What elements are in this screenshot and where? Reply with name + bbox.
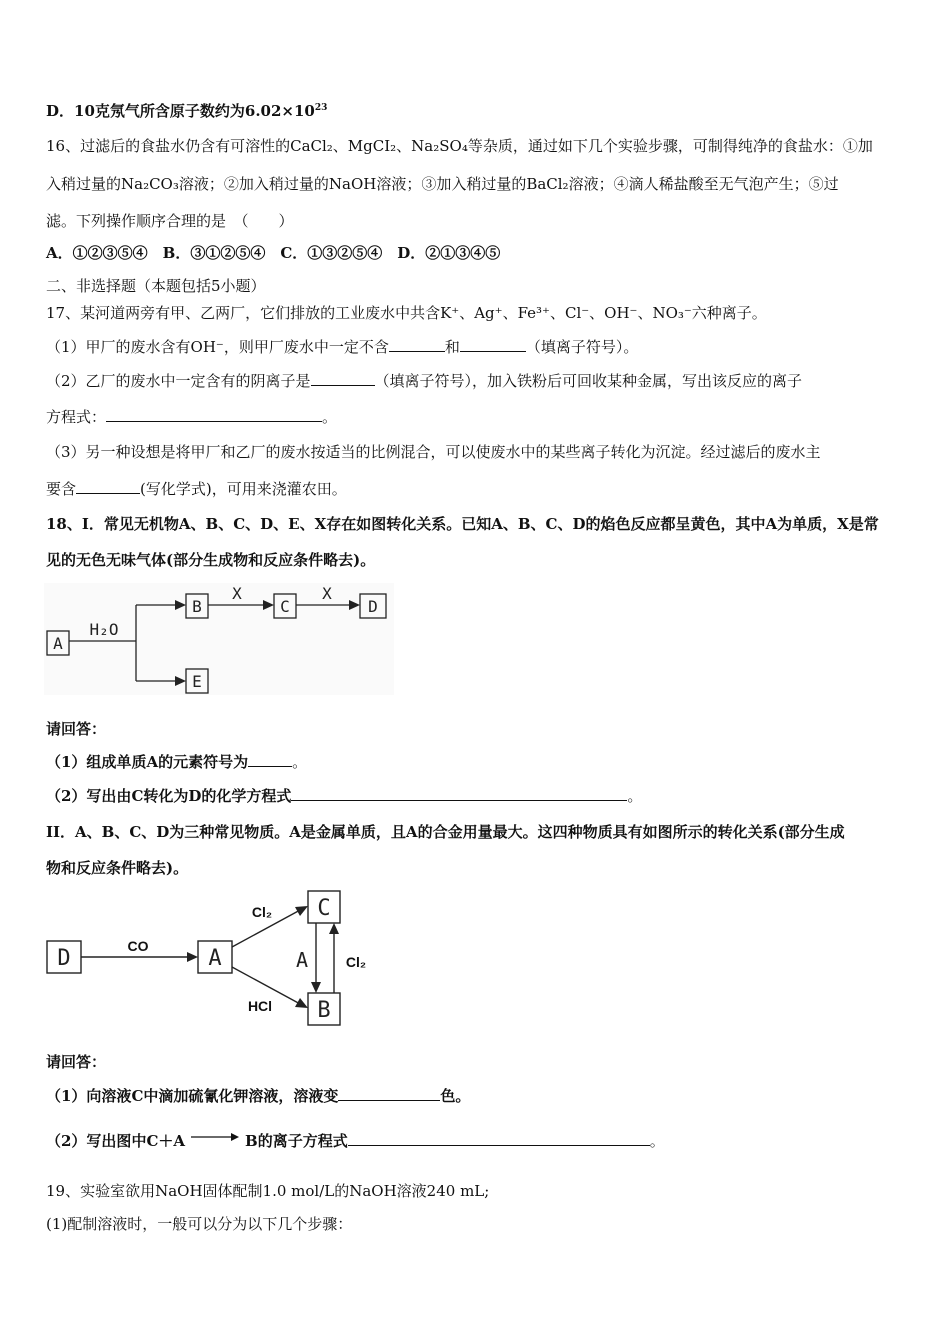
q17-equation-period: 。 — [322, 408, 338, 426]
diagram2-label-a: A — [208, 946, 222, 971]
q19-step-1: (1)配制溶液时，一般可以分为以下几个步骤： — [46, 1215, 353, 1233]
reaction-arrow-icon — [189, 1131, 241, 1147]
answer-blank[interactable] — [338, 1086, 440, 1101]
diagram2-label-c: C — [317, 896, 331, 921]
q15-option-d-label: D． — [46, 102, 75, 120]
q15-option-d-text: 10克氖气所含原子数约为6.02×10 — [74, 102, 315, 120]
q16-line-3: 滤。下列操作顺序合理的是 （ ） — [46, 212, 294, 230]
q17-intro: 17、某河道两旁有甲、乙两厂，它们排放的工业废水中共含K⁺、Ag⁺、Fe³⁺、Cl⁻、OH⁻、NO₃⁻六种离子。 — [46, 304, 767, 322]
q18-part-2-line-2: 物和反应条件略去)。 — [46, 859, 189, 877]
conversion-diagram-2 — [44, 885, 384, 1033]
diagram2-label-a-mid: A — [295, 948, 309, 972]
diagram2-label-co: CO — [127, 938, 149, 954]
q18-part-2-line-1: II．A、B、C、D为三种常见物质。A是金属单质，且A的合金用量最大。这四种物质具有如图所示的转化关系(部分生成 — [46, 823, 845, 841]
answer-blank[interactable] — [291, 786, 627, 801]
q18-ii-part-2 — [46, 1131, 665, 1153]
diagram1-label-d: D — [368, 597, 378, 616]
q17-part-2-hint: （填离子符号），加入铁粉后可回收某种金属，写出该反应的离子 — [374, 372, 803, 390]
q17-part-2 — [46, 371, 802, 391]
q16-line-1: 16、过滤后的食盐水仍含有可溶性的CaCl₂、MgCI₂、Na₂SO₄等杂质，通过如下几个实验步骤，可制得纯净的食盐水：①加 — [46, 137, 873, 155]
q16-options: A．①②③⑤④ B．③①②⑤④ C．①③②⑤④ D．②①③④⑤ — [46, 244, 501, 262]
q17-equation-label: 方程式： — [46, 408, 107, 426]
diagram1-label-x2: X — [322, 584, 332, 603]
diagram2-label-cl2-right: Cl₂ — [345, 954, 367, 970]
diagram2-label-b: B — [317, 998, 331, 1023]
q18-ii2-period: 。 — [649, 1132, 665, 1150]
diagram2-label-cl2-top: Cl₂ — [251, 904, 273, 920]
q15-option-d — [46, 101, 327, 121]
q17-part-3-text: 要含 — [46, 480, 77, 498]
answer-blank[interactable] — [460, 337, 526, 352]
q18-i-part-1 — [46, 752, 307, 772]
q17-part-2-equation — [46, 407, 337, 427]
answer-blank[interactable] — [76, 479, 140, 494]
q18-ii1-color: 色。 — [440, 1087, 471, 1105]
q18-ii1-text: （1）向溶液C中滴加硫氰化钾溶液，溶液变 — [46, 1087, 339, 1105]
q18-i2-period: 。 — [627, 787, 643, 805]
q17-part-1-text: （1）甲厂的废水含有OH⁻，则甲厂废水中一定不含 — [46, 338, 389, 356]
answer-blank[interactable] — [248, 752, 292, 767]
answer-blank[interactable] — [106, 407, 322, 422]
q15-option-d-exponent: 23 — [314, 103, 328, 113]
diagram1-label-water: H₂O — [89, 620, 119, 639]
answer-blank[interactable] — [311, 371, 375, 386]
answer-blank[interactable] — [389, 337, 445, 352]
q18-part-1-line-2: 见的无色无味气体(部分生成物和反应条件略去)。 — [46, 551, 376, 569]
q17-part-2-text: （2）乙厂的废水中一定含有的阴离子是 — [46, 372, 311, 390]
q19-intro: 19、实验室欲用NaOH固体配制1.0 mol/L的NaOH溶液240 mL; — [46, 1182, 490, 1200]
q16-line-2: 入稍过量的Na₂CO₃溶液；②加入稍过量的NaOH溶液；③加入稍过量的BaCl₂溶液；④滴人稀盐酸至无气泡产生；⑤过 — [46, 175, 839, 193]
answer-blank[interactable] — [348, 1131, 650, 1146]
diagram1-label-e: E — [192, 672, 202, 691]
conversion-diagram-1 — [44, 583, 394, 695]
q17-part-1 — [46, 337, 638, 357]
q18-i1-text: （1）组成单质A的元素符号为 — [46, 753, 249, 771]
diagram1-label-c: C — [280, 597, 290, 616]
diagram2-label-d: D — [57, 946, 71, 971]
q17-part-3-line-2 — [46, 479, 347, 499]
q17-part-1-hint: （填离子符号）。 — [525, 338, 639, 356]
diagram1-label-a: A — [53, 634, 63, 653]
q18-part-1-line-1: 18、I．常见无机物A、B、C、D、E、X存在如图转化关系。已知A、B、C、D的焰色反应都呈黄色，其中A为单质，X是常 — [46, 515, 879, 533]
q18-prompt-2: 请回答： — [46, 1053, 107, 1071]
q18-ii-part-1 — [46, 1086, 470, 1106]
q17-part-3-line-1: （3）另一种设想是将甲厂和乙厂的废水按适当的比例混合，可以使废水中的某些离子转化为沉淀。经过滤后的废水主 — [46, 443, 821, 461]
q18-prompt-1: 请回答： — [46, 720, 107, 738]
diagram2-label-hcl: HCl — [247, 998, 273, 1014]
diagram1-label-b: B — [192, 597, 202, 616]
q18-ii2-text: （2）写出图中C＋A — [46, 1132, 186, 1150]
q17-part-3-hint: (写化学式)，可用来浇灌农田。 — [140, 480, 347, 498]
q18-i2-text: （2）写出由C转化为D的化学方程式 — [46, 787, 292, 805]
q17-part-1-and: 和 — [444, 338, 460, 356]
q18-ii2-tail: B的离子方程式 — [245, 1132, 348, 1150]
q18-i-part-2 — [46, 786, 642, 806]
diagram1-label-x1: X — [232, 584, 242, 603]
q18-i1-period: 。 — [292, 753, 308, 771]
section-2-title: 二、非选择题（本题包括5小题） — [46, 277, 266, 295]
